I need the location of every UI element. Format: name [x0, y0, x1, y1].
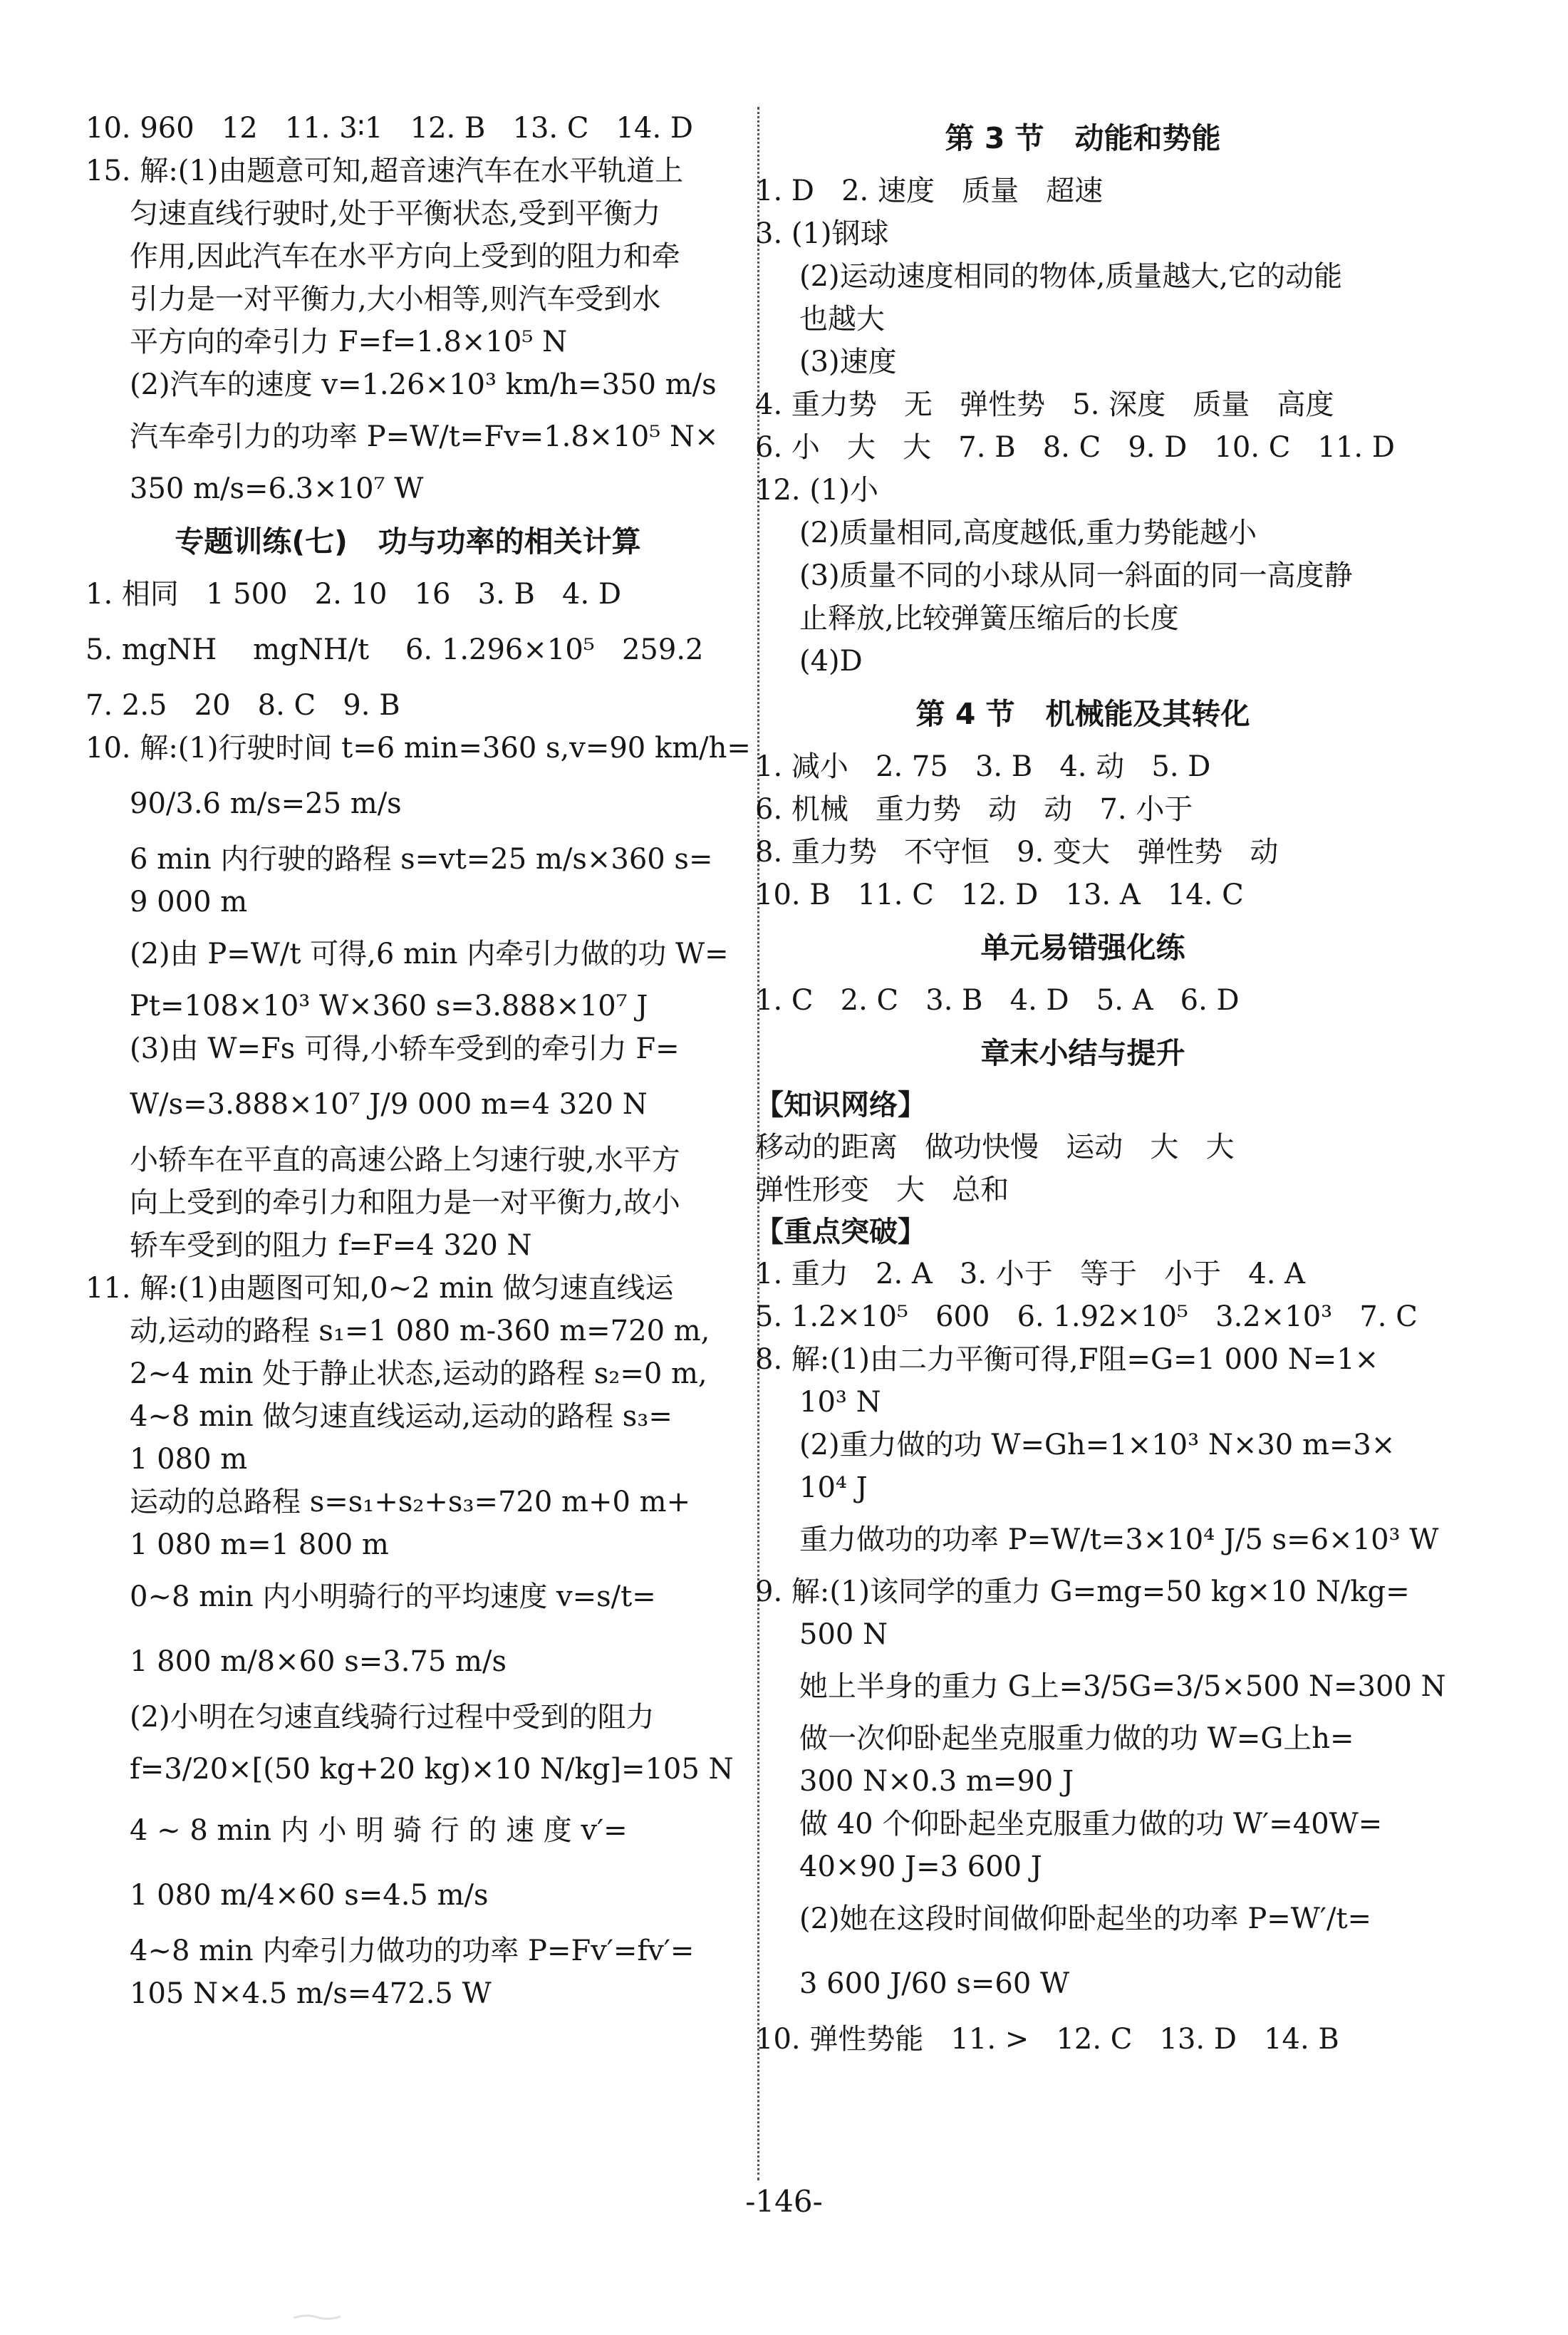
- answer-line-continued: 10³ N: [799, 1386, 881, 1419]
- answer-line-continued: 运动的总路程 s=s₁+s₂+s₃=720 m+0 m+: [130, 1486, 691, 1518]
- answer-line-continued: (4)D: [799, 645, 863, 678]
- formula-line: (2)由 P=W/t 可得,6 min 内牵引力做的功 W=: [130, 938, 729, 970]
- answer-line-continued: 止释放,比较弹簧压缩后的长度: [799, 602, 1179, 635]
- section-heading: 专题训练(七) 功与功率的相关计算: [175, 524, 641, 559]
- answer-line: 11. 解:(1)由题图可知,0~2 min 做匀速直线运: [85, 1272, 674, 1305]
- answer-line-continued: 10⁴ J: [799, 1471, 868, 1504]
- answer-line-continued: 也越大: [799, 303, 885, 336]
- answer-line-continued: 105 N×4.5 m/s=472.5 W: [130, 1977, 492, 2010]
- fraction-line: 1 080 m/4×60 s=4.5 m/s: [130, 1879, 489, 1912]
- section-tag: 【重点突破】: [755, 1216, 926, 1248]
- answer-line-continued: (3)质量不同的小球从同一斜面的同一高度静: [799, 559, 1353, 592]
- left-column: [85, 107, 751, 2015]
- answer-line-continued: 向上受到的牵引力和阻力是一对平衡力,故小: [130, 1186, 680, 1219]
- section-heading: 单元易错强化练: [980, 931, 1185, 965]
- right-column: [755, 107, 1446, 2061]
- answer-line: 15. 解:(1)由题意可知,超音速汽车在水平轨道上: [85, 155, 684, 187]
- fraction-line: 3 600 J/60 s=60 W: [799, 1967, 1070, 2000]
- answer-line-continued: 匀速直线行驶时,处于平衡状态,受到平衡力: [130, 197, 661, 230]
- section-tag: 【知识网络】: [755, 1089, 926, 1122]
- answer-line-continued: 平方向的牵引力 F=f=1.8×10⁵ N: [130, 326, 568, 358]
- answer-line: 10. 960 12 11. 3∶1 12. B 13. C 14. D: [85, 112, 693, 145]
- formula-line: 汽车牵引力的功率 P=W/t=Fv=1.8×10⁵ N×: [130, 420, 719, 453]
- answer-line: 1. 重力 2. A 3. 小于 等于 小于 4. A: [755, 1258, 1306, 1290]
- answer-line-continued: 做一次仰卧起坐克服重力做的功 W=G上h=: [799, 1722, 1354, 1755]
- answer-line: 1. D 2. 速度 质量 超速: [755, 175, 1104, 207]
- page-number: -146-: [745, 2184, 823, 2219]
- answer-line-continued: 1 080 m=1 800 m: [130, 1528, 389, 1561]
- fraction-line: 5. mgNH mgNH/t 6. 1.296×10⁵ 259.2: [85, 633, 704, 666]
- answer-line-continued: 6 min 内行驶的路程 s=vt=25 m/s×360 s=: [130, 843, 713, 876]
- answer-line: 12. (1)小: [755, 474, 878, 507]
- answer-line-continued: (2)重力做的功 W=Gh=1×10³ N×30 m=3×: [799, 1429, 1396, 1461]
- answer-line-continued: Pt=108×10³ W×360 s=3.888×10⁷ J: [130, 990, 648, 1022]
- answer-line: 6. 小 大 大 7. B 8. C 9. D 10. C 11. D: [755, 431, 1395, 464]
- answer-line-continued: 引力是一对平衡力,大小相等,则汽车受到水: [130, 283, 661, 316]
- answer-line: 1. 相同 1 500 2. 10 16 3. B 4. D: [85, 578, 622, 611]
- section-heading: 第 3 节 动能和势能: [945, 121, 1221, 155]
- formula-line: 她上半身的重力 G上=3/5G=3/5×500 N=300 N: [799, 1670, 1446, 1703]
- answer-line-continued: (2)小明在匀速直线骑行过程中受到的阻力: [130, 1701, 655, 1734]
- answer-line-continued: 动,运动的路程 s₁=1 080 m-360 m=720 m,: [130, 1315, 710, 1347]
- answer-line-continued: 350 m/s=6.3×10⁷ W: [130, 472, 424, 505]
- section-heading: 第 4 节 机械能及其转化: [915, 697, 1250, 731]
- formula-line: (2)她在这段时间做仰卧起坐的功率 P=W′/t=: [799, 1902, 1372, 1935]
- fraction-line: W/s=3.888×10⁷ J/9 000 m=4 320 N: [130, 1088, 648, 1121]
- answer-line: 5. 1.2×10⁵ 600 6. 1.92×10⁵ 3.2×10³ 7. C: [755, 1300, 1418, 1333]
- answer-line-continued: 9 000 m: [130, 886, 248, 918]
- answer-line-continued: (3)速度: [799, 346, 897, 378]
- section-heading: 章末小结与提升: [980, 1036, 1185, 1070]
- answer-line-continued: 500 N: [799, 1618, 888, 1651]
- answer-line-continued: 轿车受到的阻力 f=F=4 320 N: [130, 1229, 532, 1262]
- answer-line: 移动的距离 做功快慢 运动 大 大: [755, 1131, 1235, 1164]
- answer-line: 10. 弹性势能 11. > 12. C 13. D 14. B: [755, 2023, 1339, 2056]
- answer-line-continued: (2)质量相同,高度越低,重力势能越小: [799, 517, 1257, 549]
- answer-line-continued: 小轿车在平直的高速公路上匀速行驶,水平方: [130, 1144, 680, 1176]
- answer-line-continued: 2~4 min 处于静止状态,运动的路程 s₂=0 m,: [130, 1357, 707, 1390]
- answer-line-continued: (2)汽车的速度 v=1.26×10³ km/h=350 m/s: [130, 368, 717, 401]
- answer-line-continued: (3)由 W=Fs 可得,小轿车受到的牵引力 F=: [130, 1032, 680, 1065]
- fraction-line: 90/3.6 m/s=25 m/s: [130, 787, 402, 820]
- answer-line: 3. (1)钢球: [755, 217, 889, 250]
- answer-line-continued: 做 40 个仰卧起坐克服重力做的功 W′=40W=: [799, 1808, 1383, 1840]
- formula-line: 重力做功的功率 P=W/t=3×10⁴ J/5 s=6×10³ W: [799, 1523, 1439, 1556]
- answer-line: 1. 减小 2. 75 3. B 4. 动 5. D: [755, 750, 1211, 783]
- scan-smudge: [292, 2312, 342, 2321]
- answer-line: 1. C 2. C 3. B 4. D 5. A 6. D: [755, 984, 1240, 1017]
- answer-line-continued: 4~8 min 内牵引力做功的功率 P=Fv′=fv′=: [130, 1935, 695, 1967]
- answer-line-continued: 300 N×0.3 m=90 J: [799, 1765, 1074, 1798]
- answer-line: 10. B 11. C 12. D 13. A 14. C: [755, 879, 1244, 911]
- fraction-line: 1 800 m/8×60 s=3.75 m/s: [130, 1645, 507, 1678]
- answer-line: 9. 解:(1)该同学的重力 G=mg=50 kg×10 N/kg=: [755, 1575, 1410, 1608]
- answer-line: 8. 重力势 不守恒 9. 变大 弹性势 动: [755, 836, 1279, 869]
- answer-line-continued: 作用,因此汽车在水平方向上受到的阻力和牵: [130, 240, 680, 273]
- answer-line-continued: (2)运动速度相同的物体,质量越大,它的动能: [799, 260, 1343, 293]
- answer-line-continued: 40×90 J=3 600 J: [799, 1850, 1042, 1883]
- answer-line-continued: 1 080 m: [130, 1443, 248, 1476]
- answer-line: 4. 重力势 无 弹性势 5. 深度 质量 高度: [755, 388, 1334, 421]
- answer-line: 6. 机械 重力势 动 动 7. 小于: [755, 793, 1193, 826]
- formula-line: 4 ~ 8 min 内 小 明 骑 行 的 速 度 v′=: [130, 1814, 628, 1847]
- answer-line: 7. 2.5 20 8. C 9. B: [85, 689, 400, 722]
- answer-line-continued: 4~8 min 做匀速直线运动,运动的路程 s₃=: [130, 1400, 673, 1433]
- answer-line: 8. 解:(1)由二力平衡可得,F阻=G=1 000 N=1×: [755, 1343, 1379, 1376]
- answer-line: 10. 解:(1)行驶时间 t=6 min=360 s,v=90 km/h=: [85, 732, 751, 765]
- answer-line: 弹性形变 大 总和: [755, 1174, 1009, 1206]
- formula-line: 0~8 min 内小明骑行的平均速度 v=s/t=: [130, 1580, 656, 1613]
- formula-line: f=3/20×[(50 kg+20 kg)×10 N/kg]=105 N: [130, 1753, 734, 1786]
